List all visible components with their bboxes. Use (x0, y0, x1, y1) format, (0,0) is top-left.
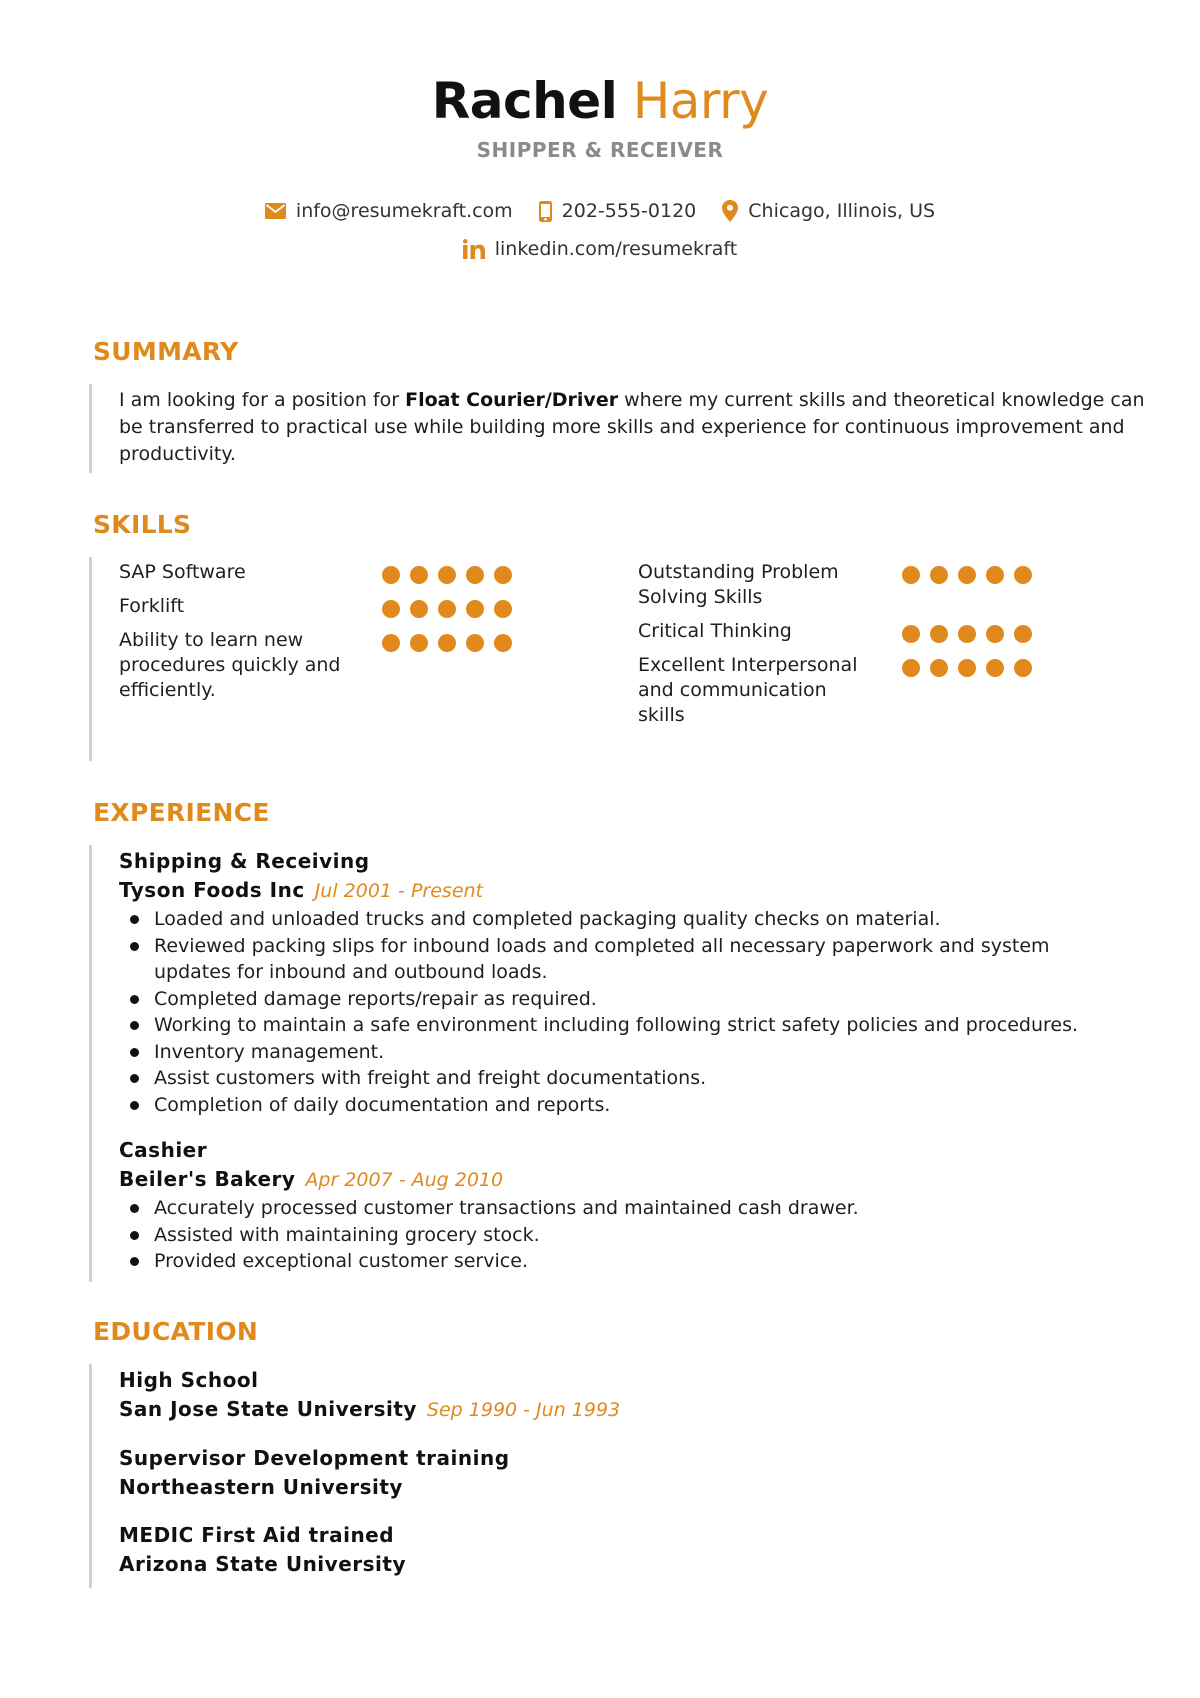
rating-dot (466, 634, 484, 652)
location-text: Chicago, Illinois, US (748, 200, 936, 222)
rating-dot (1014, 625, 1032, 643)
skill-item: Forklift (119, 595, 185, 617)
rating-dot (986, 625, 1004, 643)
rating-dot (410, 600, 428, 618)
rating-dot (930, 659, 948, 677)
resume-header (0, 70, 1200, 162)
job-role: Shipping & Receiving (119, 849, 370, 873)
contact-location (722, 200, 935, 222)
rating-dot (494, 600, 512, 618)
summary-highlight: Float Courier/Driver (405, 389, 619, 411)
list-item: Assist customers with freight and freight documentations. (119, 1065, 1129, 1092)
job-company-line (119, 1164, 1129, 1195)
summary-text-start: I am looking for a position for (119, 389, 406, 411)
skill-item: SAP Software (119, 561, 246, 583)
education-school-line (119, 1473, 620, 1502)
rating-dot (958, 625, 976, 643)
skill-rating (902, 625, 1042, 643)
experience-heading: EXPERIENCE (93, 798, 270, 827)
list-item: Loaded and unloaded trucks and completed packaging quality checks on material. (119, 906, 1129, 933)
rating-dot (1014, 566, 1032, 584)
map-pin-icon (722, 200, 738, 222)
skill-rating (902, 566, 1042, 584)
contact-row-linkedin (0, 238, 1200, 260)
rating-dot (382, 566, 400, 584)
list-item: Accurately processed customer transactions and maintained cash drawer. (119, 1195, 1129, 1222)
job-role: Cashier (119, 1138, 208, 1162)
education-school-line (119, 1395, 620, 1425)
education-degree: MEDIC First Aid trained (119, 1523, 395, 1547)
job-dates: Jul 2001 - Present (314, 880, 483, 902)
contact-email[interactable] (265, 200, 513, 222)
linkedin-icon (463, 239, 485, 259)
rating-dot (438, 634, 456, 652)
rating-dot (930, 566, 948, 584)
experience-body (89, 845, 1129, 1282)
mobile-phone-icon (539, 201, 552, 222)
first-name: Rachel (431, 72, 618, 130)
education-entry (92, 1444, 620, 1502)
phone-text: 202-555-0120 (561, 200, 697, 222)
job-title: SHIPPER & RECEIVER (476, 138, 724, 162)
rating-dot (438, 600, 456, 618)
rating-dot (902, 659, 920, 677)
education-degree: High School (119, 1368, 259, 1392)
summary-heading: SUMMARY (93, 337, 239, 366)
rating-dot (494, 634, 512, 652)
list-item: Inventory management. (119, 1039, 1129, 1066)
summary-text-end: where my current skills and theoretical knowledge can be transferred to practical use while building more skills and experience for continuous improvement and productivity. (119, 389, 1145, 465)
contact-row (0, 200, 1200, 222)
rating-dot (902, 566, 920, 584)
last-name: Harry (632, 72, 769, 130)
job-entry (92, 847, 1129, 1118)
rating-dot (382, 600, 400, 618)
skill-item: Critical Thinking (638, 620, 792, 642)
education-school: Northeastern University (119, 1475, 403, 1499)
skill-rating (382, 634, 522, 652)
list-item: Provided exceptional customer service. (119, 1248, 1129, 1275)
job-bullets (119, 1195, 1129, 1275)
envelope-icon (265, 203, 286, 219)
rating-dot (494, 566, 512, 584)
list-item: Working to maintain a safe environment including following strict safety policies and procedures. (119, 1012, 1129, 1039)
linkedin-text: linkedin.com/resumekraft (494, 238, 738, 260)
education-dates: Sep 1990 - Jun 1993 (426, 1399, 621, 1421)
list-item: Reviewed packing slips for inbound loads and completed all necessary paperwork and system updates for inbound and outbound loads. (119, 933, 1129, 986)
contact-phone[interactable] (539, 200, 697, 222)
skills-body (89, 557, 1089, 761)
contact-linkedin[interactable] (463, 238, 738, 260)
rating-dot (902, 625, 920, 643)
education-entry (92, 1366, 620, 1425)
rating-dot (930, 625, 948, 643)
rating-dot (986, 659, 1004, 677)
education-school: San Jose State University (119, 1397, 417, 1421)
skill-item: Ability to learn new procedures quickly and efficiently. (119, 629, 341, 701)
education-entry (92, 1521, 620, 1579)
job-company-line (119, 875, 1129, 906)
summary-body (89, 384, 1152, 473)
education-body (89, 1364, 620, 1588)
rating-dot (958, 659, 976, 677)
rating-dot (382, 634, 400, 652)
summary-text (92, 387, 1152, 468)
rating-dot (410, 634, 428, 652)
candidate-name (0, 70, 1200, 132)
rating-dot (410, 566, 428, 584)
email-text: info@resumekraft.com (295, 200, 513, 222)
skill-item: Outstanding Problem Solving Skills (638, 561, 839, 608)
job-company: Tyson Foods Inc (119, 878, 305, 902)
education-school: Arizona State University (119, 1552, 406, 1576)
rating-dot (986, 566, 1004, 584)
rating-dot (958, 566, 976, 584)
job-dates: Apr 2007 - Aug 2010 (305, 1169, 504, 1191)
job-company: Beiler's Bakery (119, 1167, 296, 1191)
education-school-line (119, 1550, 620, 1579)
list-item: Completion of daily documentation and reports. (119, 1092, 1129, 1119)
education-heading: EDUCATION (93, 1317, 259, 1346)
skill-rating (382, 600, 522, 618)
list-item: Assisted with maintaining grocery stock. (119, 1222, 1129, 1249)
rating-dot (438, 566, 456, 584)
skill-rating (382, 566, 522, 584)
skills-heading: SKILLS (93, 510, 192, 539)
job-entry (92, 1136, 1129, 1275)
rating-dot (466, 600, 484, 618)
rating-dot (466, 566, 484, 584)
skill-item: Excellent Interpersonal and communication skills (638, 654, 858, 726)
job-bullets (119, 906, 1129, 1118)
education-degree: Supervisor Development training (119, 1446, 510, 1470)
list-item: Completed damage reports/repair as required. (119, 986, 1129, 1013)
skill-rating (902, 659, 1042, 677)
rating-dot (1014, 659, 1032, 677)
